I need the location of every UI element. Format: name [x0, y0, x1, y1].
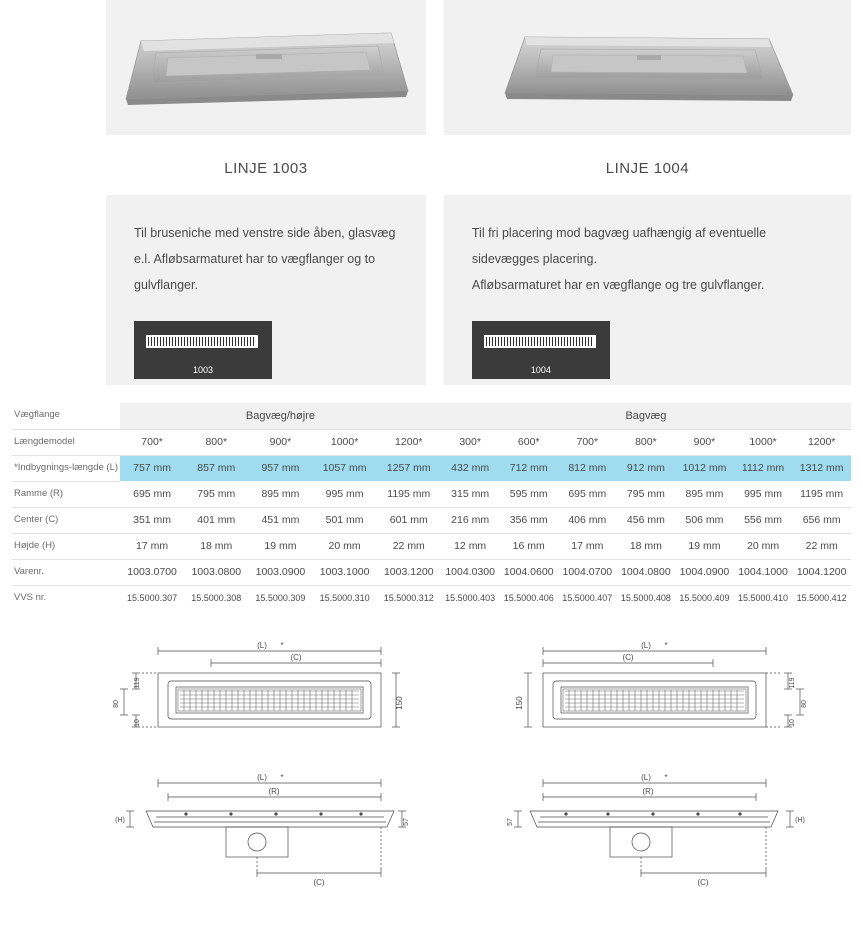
cell: 795 mm	[184, 481, 248, 507]
cell: 1195 mm	[377, 481, 441, 507]
row-label: Varenr.	[12, 559, 120, 585]
table-row	[12, 403, 441, 429]
dim-C: (C)	[313, 878, 325, 887]
table-row	[12, 585, 441, 611]
dim-150: 150	[514, 696, 524, 710]
cell: 501 mm	[313, 507, 377, 533]
placement-diagram-1004	[472, 321, 610, 379]
dim-L: (L)	[640, 641, 651, 650]
placement-diagram-1003	[134, 321, 272, 379]
grate-lines	[486, 337, 594, 346]
cell: 695 mm	[558, 481, 617, 507]
cell: 1112 mm	[734, 455, 793, 481]
dim-L: (L)	[257, 641, 267, 650]
cell: 1003.0800	[184, 559, 248, 585]
technical-drawings	[0, 611, 863, 899]
table-row	[441, 533, 851, 559]
dim-C: (C)	[621, 653, 634, 662]
cell: 995 mm	[313, 481, 377, 507]
placement-label: 1003	[192, 364, 214, 375]
cell: 18 mm	[617, 533, 676, 559]
cell: 19 mm	[248, 533, 312, 559]
cell: 1312 mm	[792, 455, 851, 481]
cell: 18 mm	[184, 533, 248, 559]
cell: 857 mm	[184, 455, 248, 481]
product-title-1004: LINJE 1004	[605, 160, 690, 177]
cell: 17 mm	[558, 533, 617, 559]
cell: 795 mm	[617, 481, 676, 507]
cell: 601 mm	[377, 507, 441, 533]
cell: 895 mm	[675, 481, 734, 507]
cell: 15.5000.409	[679, 593, 730, 604]
table-row	[441, 455, 851, 481]
product-card-1004	[444, 0, 851, 385]
cell: 20 mm	[313, 533, 377, 559]
cell: 15.5000.307	[127, 593, 178, 604]
dim-C: (C)	[696, 878, 709, 887]
cell: 16 mm	[499, 533, 558, 559]
cell: 712 mm	[499, 455, 558, 481]
spec-table-1003	[12, 403, 441, 611]
cell: 451 mm	[248, 507, 312, 533]
cell: 1003.0700	[120, 559, 184, 585]
product-photo-1003	[106, 0, 426, 135]
cell: 600*	[499, 429, 558, 455]
cell: 15.5000.412	[796, 593, 847, 604]
cell: 1195 mm	[792, 481, 851, 507]
cell: 506 mm	[675, 507, 734, 533]
table-row	[441, 585, 851, 611]
dim-H: (H)	[115, 817, 125, 824]
desc-line: Afløbsarmaturet har en vægflange og tre gulvflanger.	[471, 277, 765, 292]
cell: 15.5000.312	[383, 593, 434, 604]
cell: 695 mm	[120, 481, 184, 507]
row-label: Ramme (R)	[12, 481, 120, 507]
cell: 757 mm	[120, 455, 184, 481]
drawing-row-top	[12, 637, 851, 747]
dim-10: 10	[134, 719, 141, 727]
cell: 1004.0800	[617, 559, 676, 585]
table-row	[441, 403, 851, 429]
cell: 15.5000.408	[620, 593, 671, 604]
table-row	[12, 507, 441, 533]
cell: 1004.1000	[734, 559, 793, 585]
cell: 900*	[675, 429, 734, 455]
product-cards	[0, 0, 863, 385]
desc-line: Til fri placering mod bagvæg uafhængig af eventuelle	[471, 226, 767, 240]
cell: 895 mm	[248, 481, 312, 507]
desc-line: sidevægges placering.	[471, 251, 597, 266]
table-row	[12, 533, 441, 559]
table-row	[12, 481, 441, 507]
cell: 1057 mm	[313, 455, 377, 481]
cell: 19 mm	[675, 533, 734, 559]
cell: 957 mm	[248, 455, 312, 481]
desc-line: Til bruseniche med venstre side åben, glasvæg	[134, 226, 396, 240]
cell: 1003.1000	[313, 559, 377, 585]
cell: 432 mm	[441, 455, 500, 481]
row-label: Center (C)	[12, 507, 120, 533]
cell: 1004.0700	[558, 559, 617, 585]
cell: 456 mm	[617, 507, 676, 533]
cell: 15.5000.410	[738, 593, 789, 604]
cell: 15.5000.403	[445, 593, 496, 604]
cell: 1257 mm	[377, 455, 441, 481]
cell: 1004.0900	[675, 559, 734, 585]
drawing-1004-section	[488, 769, 852, 899]
table-row	[441, 481, 851, 507]
dim-80: 80	[113, 700, 120, 708]
cell: 15.5000.310	[319, 593, 370, 604]
cell: 20 mm	[734, 533, 793, 559]
group-header-right: Bagvæg	[441, 403, 851, 429]
spec-tables	[0, 385, 863, 611]
cell: 216 mm	[441, 507, 500, 533]
cell: 22 mm	[792, 533, 851, 559]
cell: 1003.0900	[248, 559, 312, 585]
cell: 401 mm	[184, 507, 248, 533]
product-description-1004	[444, 195, 851, 385]
cell: 15.5000.406	[503, 593, 554, 604]
row-label: Længdemodel	[12, 429, 120, 455]
cell: 1012 mm	[675, 455, 734, 481]
dim-R: (R)	[641, 787, 654, 796]
table-row	[441, 429, 851, 455]
cell: 556 mm	[734, 507, 793, 533]
cell: 17 mm	[120, 533, 184, 559]
cell: 1003.1200	[377, 559, 441, 585]
cell: 1000*	[313, 429, 377, 455]
cell: 812 mm	[558, 455, 617, 481]
cell: 595 mm	[499, 481, 558, 507]
table-row	[12, 455, 441, 481]
product-card-1003	[106, 0, 426, 385]
cell: 800*	[184, 429, 248, 455]
cell: 315 mm	[441, 481, 500, 507]
cell: 406 mm	[558, 507, 617, 533]
row-label: Højde (H)	[12, 533, 120, 559]
desc-line: gulvflanger.	[134, 277, 198, 292]
cell: 356 mm	[499, 507, 558, 533]
table-row	[441, 559, 851, 585]
dim-57: 57	[403, 818, 410, 826]
table-row	[441, 507, 851, 533]
dim-80: 80	[800, 700, 808, 708]
dim-119: 119	[788, 677, 796, 689]
cell: 995 mm	[734, 481, 793, 507]
cell: 12 mm	[441, 533, 500, 559]
cell: 1200*	[377, 429, 441, 455]
cell: 656 mm	[792, 507, 851, 533]
cell: 1200*	[792, 429, 851, 455]
spec-table-1004	[441, 403, 851, 611]
dim-150: 150	[395, 696, 404, 710]
dim-L: (L)	[640, 773, 651, 782]
dim-L-star: *	[663, 641, 668, 650]
dim-L: (L)	[257, 773, 267, 782]
dim-57: 57	[506, 818, 514, 826]
dim-L-star: *	[280, 641, 284, 650]
cell: 700*	[558, 429, 617, 455]
dim-H: (H)	[794, 817, 805, 824]
drawing-1003-plan	[106, 637, 470, 747]
dim-L-star: *	[280, 773, 284, 782]
dim-L-star: *	[663, 773, 668, 782]
cell: 912 mm	[617, 455, 676, 481]
table-row	[12, 559, 441, 585]
cell: 1000*	[734, 429, 793, 455]
product-description-1003	[106, 195, 426, 385]
grate-lines	[148, 337, 256, 346]
desc-line: e.l. Afløbsarmaturet har to vægflanger og to	[134, 251, 376, 266]
drawing-1004-plan	[488, 637, 852, 747]
cell: 15.5000.407	[562, 593, 613, 604]
drawing-row-bottom	[12, 769, 851, 899]
dim-C: (C)	[290, 653, 302, 662]
dim-R: (R)	[268, 787, 280, 796]
table-row	[12, 429, 441, 455]
cell: 800*	[617, 429, 676, 455]
row-label: Vægflange	[12, 403, 120, 429]
row-label: *Indbygnings-længde (L)	[12, 455, 120, 481]
dim-119: 119	[134, 677, 141, 689]
cell: 15.5000.308	[191, 593, 242, 604]
drawing-1003-section	[106, 769, 470, 899]
dim-10: 10	[788, 719, 796, 727]
cell: 1004.0300	[441, 559, 500, 585]
group-header-left: Bagvæg/højre	[120, 403, 441, 429]
cell: 300*	[441, 429, 500, 455]
cell: 1004.1200	[792, 559, 851, 585]
cell: 1004.0600	[499, 559, 558, 585]
product-photo-1004	[444, 0, 851, 135]
cell: 700*	[120, 429, 184, 455]
cell: 15.5000.309	[255, 593, 306, 604]
cell: 900*	[248, 429, 312, 455]
cell: 22 mm	[377, 533, 441, 559]
product-title-1003: LINJE 1003	[224, 160, 308, 177]
placement-label: 1004	[530, 364, 551, 375]
cell: 351 mm	[120, 507, 184, 533]
row-label: VVS nr.	[14, 591, 47, 603]
